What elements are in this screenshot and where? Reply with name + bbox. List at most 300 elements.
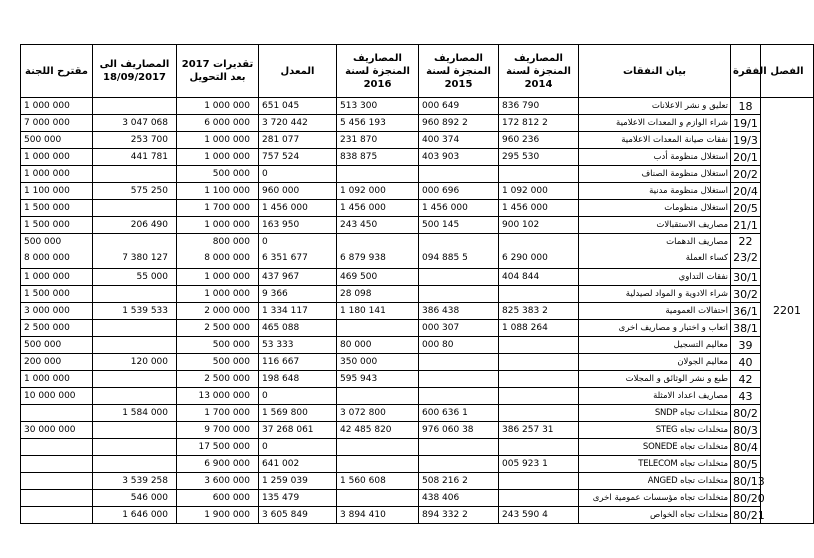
cell-estimates-2017-text: 6 900 000 [204, 458, 250, 469]
cell-description-text: نفقات صيانة المعدات الاعلامية [621, 134, 728, 145]
cell-description [579, 166, 731, 183]
cell-average-text: 1 456 000 [262, 202, 308, 213]
cell-description-text: مصاريف الاستقبالات [656, 219, 728, 230]
cell-estimates-2017 [177, 269, 259, 286]
cell-spent-to-date [93, 166, 177, 183]
cell-committee-text: 1 000 000 [24, 151, 70, 162]
cell-average-text: 651 045 [262, 100, 300, 111]
cell-spent-2016-text: 1 180 141 [340, 305, 386, 316]
cell-description-text: متخلدات تجاه ANGED [647, 475, 728, 486]
cell-paragraph-text: 80/4 [733, 440, 758, 454]
table-row [21, 439, 814, 456]
cell-paragraph-text: 42 [738, 372, 753, 386]
cell-description [579, 200, 731, 217]
cell-spent-2015 [419, 473, 499, 490]
cell-estimates-2017 [177, 439, 259, 456]
cell-committee [21, 286, 93, 303]
cell-spent-2015-text: 000 307 [422, 322, 460, 333]
cell-estimates-2017-text: 9 700 000 [204, 424, 250, 435]
cell-spent-2015 [419, 388, 499, 405]
cell-paragraph-text: 22 23/2 [733, 235, 758, 264]
cell-paragraph [731, 422, 761, 439]
cell-spent-2015 [419, 200, 499, 217]
cell-committee [21, 183, 93, 200]
cell-committee [21, 132, 93, 149]
cell-paragraph-text: 38/1 [733, 321, 758, 335]
cell-spent-to-date [93, 132, 177, 149]
header-committee: مقترح اللجنة [21, 45, 93, 98]
cell-paragraph [731, 303, 761, 320]
cell-average-text: 757 524 [262, 151, 300, 162]
cell-estimates-2017-text: 13 000 000 [198, 390, 250, 401]
cell-description [579, 388, 731, 405]
cell-spent-2016 [337, 149, 419, 166]
cell-average [259, 217, 337, 234]
table-row [21, 234, 814, 269]
cell-spent-2014-text: 243 590 4 [502, 509, 548, 520]
cell-description-text: استغلال منظومات [664, 202, 728, 213]
cell-paragraph-text: 21/1 [733, 218, 758, 232]
cell-average-text: 1 569 800 [262, 407, 308, 418]
cell-spent-2014 [499, 439, 579, 456]
cell-committee [21, 217, 93, 234]
cell-spent-2014-text: 6 290 000 [502, 253, 548, 263]
cell-description [579, 115, 731, 132]
cell-spent-2015 [419, 405, 499, 422]
cell-estimates-2017 [177, 303, 259, 320]
cell-average [259, 303, 337, 320]
cell-spent-2016-text: 1 092 000 [340, 185, 386, 196]
cell-description [579, 132, 731, 149]
cell-spent-2014 [499, 286, 579, 303]
cell-committee [21, 507, 93, 524]
cell-committee-text: 1 500 000 [24, 288, 70, 299]
cell-estimates-2017-text: 1 100 000 [204, 185, 250, 196]
cell-average [259, 490, 337, 507]
cell-average [259, 388, 337, 405]
cell-estimates-2017-text: 1 000 000 [204, 151, 250, 162]
cell-committee-text: 1 000 000 [24, 100, 70, 111]
cell-description [579, 286, 731, 303]
cell-paragraph [731, 388, 761, 405]
cell-spent-to-date [93, 337, 177, 354]
cell-spent-2016 [337, 166, 419, 183]
cell-average [259, 439, 337, 456]
cell-spent-2015 [419, 269, 499, 286]
cell-committee-text: 1 000 000 [24, 373, 70, 384]
cell-spent-2015-text: 600 636 1 [422, 407, 468, 418]
cell-committee-text: 2 500 000 [24, 322, 70, 333]
cell-description [579, 234, 731, 269]
cell-description [579, 422, 731, 439]
cell-average [259, 337, 337, 354]
cell-spent-2014 [499, 337, 579, 354]
header-chapter: الفصل [761, 45, 814, 98]
cell-spent-2015 [419, 320, 499, 337]
header-spent-2015: المصاريف المنجزة لسنة 2015 [419, 45, 499, 98]
table-row [21, 269, 814, 286]
cell-spent-2015 [419, 422, 499, 439]
cell-spent-to-date-text: 546 000 [130, 492, 168, 503]
cell-spent-to-date [93, 354, 177, 371]
cell-spent-2015 [419, 234, 499, 269]
cell-spent-2016 [337, 183, 419, 200]
cell-average-text: 641 002 [262, 458, 300, 469]
cell-spent-2015-text: 094 885 5 [422, 253, 468, 263]
cell-spent-2016-text: 595 943 [340, 373, 378, 384]
cell-committee-text: 1 500 000 [24, 219, 70, 230]
cell-committee [21, 98, 93, 115]
table-row [21, 166, 814, 183]
cell-spent-2014-text: 836 790 [502, 100, 540, 111]
cell-spent-2015-text: 976 060 38 [422, 424, 474, 435]
cell-spent-to-date [93, 507, 177, 524]
cell-estimates-2017 [177, 490, 259, 507]
table-body [21, 98, 814, 524]
cell-description [579, 269, 731, 286]
cell-spent-2014 [499, 388, 579, 405]
cell-spent-2014-text: 295 530 [502, 151, 540, 162]
cell-paragraph-text: 80/3 [733, 423, 758, 437]
cell-spent-2014-text: 386 257 31 [502, 424, 554, 435]
cell-spent-2016 [337, 422, 419, 439]
cell-paragraph [731, 371, 761, 388]
cell-description-text: تعليق و نشر الاعلانات [651, 100, 728, 111]
cell-estimates-2017-text: 3 600 000 [204, 475, 250, 486]
cell-spent-2014 [499, 507, 579, 524]
cell-paragraph-text: 30/2 [733, 287, 758, 301]
cell-average-text: 198 648 [262, 373, 300, 384]
cell-description [579, 149, 731, 166]
cell-description [579, 507, 731, 524]
cell-spent-to-date [93, 234, 177, 269]
cell-spent-to-date [93, 473, 177, 490]
cell-committee-text: 500 000 8 000 000 [24, 237, 70, 263]
cell-committee [21, 269, 93, 286]
cell-spent-2015 [419, 217, 499, 234]
cell-spent-to-date [93, 371, 177, 388]
cell-spent-2015 [419, 507, 499, 524]
cell-description-text: معاليم الجولان [677, 356, 728, 367]
cell-estimates-2017-text: 500 000 [212, 356, 250, 367]
cell-spent-2014 [499, 490, 579, 507]
cell-average-text: 437 967 [262, 271, 300, 282]
cell-spent-to-date [93, 439, 177, 456]
cell-estimates-2017 [177, 456, 259, 473]
cell-spent-2015 [419, 166, 499, 183]
cell-spent-2015 [419, 115, 499, 132]
cell-estimates-2017 [177, 354, 259, 371]
cell-average-text: 9 366 [262, 288, 288, 299]
cell-committee [21, 473, 93, 490]
cell-average-text: 0 [262, 168, 268, 179]
cell-spent-2014 [499, 456, 579, 473]
cell-estimates-2017-text: 500 000 [212, 339, 250, 350]
cell-committee [21, 388, 93, 405]
cell-estimates-2017 [177, 149, 259, 166]
cell-paragraph [731, 354, 761, 371]
cell-average-text: 163 950 [262, 219, 300, 230]
cell-spent-2016-text: 3 894 410 [340, 509, 386, 520]
cell-spent-2015 [419, 371, 499, 388]
cell-average [259, 371, 337, 388]
cell-spent-to-date-text: 120 000 [130, 356, 168, 367]
cell-description [579, 98, 731, 115]
cell-estimates-2017 [177, 115, 259, 132]
table-row [21, 405, 814, 422]
cell-spent-2015-text: 438 406 [422, 492, 460, 503]
cell-description [579, 354, 731, 371]
cell-spent-2015 [419, 456, 499, 473]
table-row [21, 337, 814, 354]
cell-average-text: 1 259 039 [262, 475, 308, 486]
cell-spent-2016-text: 5 456 193 [340, 117, 386, 128]
header-average: المعدل [259, 45, 337, 98]
cell-spent-to-date [93, 98, 177, 115]
cell-description-text: مصاريف اعداد الامثلة [653, 390, 728, 401]
cell-average-text: 960 000 [262, 185, 300, 196]
cell-average [259, 456, 337, 473]
cell-estimates-2017-text: 1 900 000 [204, 509, 250, 520]
table-row [21, 98, 814, 115]
table-row [21, 473, 814, 490]
table-row [21, 200, 814, 217]
cell-committee [21, 456, 93, 473]
cell-description-text: متخلدات تجاه SONEDE [642, 441, 728, 452]
cell-spent-2014 [499, 234, 579, 269]
cell-average-text: 465 088 [262, 322, 300, 333]
cell-committee [21, 354, 93, 371]
cell-spent-2016-text: 6 879 938 [340, 253, 386, 263]
cell-spent-2015-text: 000 649 [422, 100, 460, 111]
cell-estimates-2017-text: 17 500 000 [198, 441, 250, 452]
cell-spent-2015 [419, 354, 499, 371]
cell-spent-2016-text: 350 000 [340, 356, 378, 367]
cell-average-text: 37 268 061 [262, 424, 314, 435]
cell-spent-to-date-text: 1 646 000 [122, 509, 168, 520]
cell-average [259, 507, 337, 524]
cell-spent-to-date [93, 115, 177, 132]
table-row [21, 456, 814, 473]
table-row [21, 354, 814, 371]
cell-estimates-2017 [177, 388, 259, 405]
header-spent-to-date: المصاريف الى 18/09/2017 [93, 45, 177, 98]
cell-spent-2015-text: 1 456 000 [422, 202, 468, 213]
cell-spent-2016-text: 231 870 [340, 134, 378, 145]
cell-spent-2014 [499, 405, 579, 422]
cell-description [579, 439, 731, 456]
cell-spent-2016 [337, 337, 419, 354]
cell-paragraph-text: 20/2 [733, 167, 758, 181]
cell-spent-2015 [419, 132, 499, 149]
cell-spent-2015-text: 000 696 [422, 185, 460, 196]
cell-paragraph [731, 320, 761, 337]
cell-committee [21, 149, 93, 166]
cell-estimates-2017 [177, 286, 259, 303]
cell-committee [21, 405, 93, 422]
cell-committee-text: 1 500 000 [24, 202, 70, 213]
cell-spent-to-date-text: 441 781 [130, 151, 168, 162]
cell-spent-2016 [337, 456, 419, 473]
cell-spent-to-date [93, 422, 177, 439]
cell-spent-2015 [419, 149, 499, 166]
table-row [21, 183, 814, 200]
cell-average-text: 0 [262, 390, 268, 401]
cell-description-text: نفقات التداوي [678, 271, 728, 282]
cell-description [579, 405, 731, 422]
cell-description-text: احتفالات العمومية [665, 305, 728, 316]
cell-chapter [761, 98, 814, 524]
cell-average [259, 115, 337, 132]
cell-description [579, 456, 731, 473]
cell-estimates-2017 [177, 200, 259, 217]
cell-spent-2015-text: 500 145 [422, 219, 460, 230]
cell-spent-2015 [419, 337, 499, 354]
cell-average-text: 3 720 442 [262, 117, 308, 128]
cell-paragraph [731, 234, 761, 269]
cell-spent-to-date-text: 1 584 000 [122, 407, 168, 418]
cell-spent-2015 [419, 490, 499, 507]
cell-spent-2014-text: 1 456 000 [502, 202, 548, 213]
cell-spent-2015-text: 894 332 2 [422, 509, 468, 520]
cell-committee-text: 500 000 [24, 134, 62, 145]
cell-average [259, 149, 337, 166]
cell-committee [21, 422, 93, 439]
cell-average-text: 281 077 [262, 134, 300, 145]
cell-committee [21, 200, 93, 217]
table-row [21, 217, 814, 234]
cell-average-text: 53 333 [262, 339, 294, 350]
cell-paragraph [731, 490, 765, 507]
cell-spent-to-date-text: 253 700 [130, 134, 168, 145]
cell-average [259, 422, 337, 439]
cell-spent-2016-text: 28 098 [340, 288, 372, 299]
cell-committee-text: 500 000 [24, 339, 62, 350]
cell-spent-to-date [93, 200, 177, 217]
cell-spent-2015 [419, 439, 499, 456]
cell-spent-to-date [93, 149, 177, 166]
cell-spent-to-date [93, 183, 177, 200]
cell-spent-to-date-text: 1 539 533 [122, 305, 168, 316]
cell-description [579, 473, 731, 490]
cell-paragraph [731, 507, 765, 524]
cell-estimates-2017-text: 2 500 000 [204, 322, 250, 333]
cell-average [259, 320, 337, 337]
cell-spent-2014 [499, 269, 579, 286]
table-row [21, 388, 814, 405]
cell-committee-text: 1 000 000 [24, 271, 70, 282]
cell-spent-2016 [337, 507, 419, 524]
header-row [21, 45, 814, 98]
cell-committee [21, 234, 93, 269]
cell-estimates-2017 [177, 217, 259, 234]
cell-spent-2014-text: 825 383 2 [502, 305, 548, 316]
cell-spent-2014 [499, 132, 579, 149]
cell-paragraph-text: 40 [738, 355, 753, 369]
cell-spent-2016 [337, 320, 419, 337]
table-row [21, 507, 814, 524]
cell-description [579, 490, 731, 507]
cell-description [579, 320, 731, 337]
cell-spent-to-date [93, 405, 177, 422]
cell-estimates-2017 [177, 132, 259, 149]
cell-average [259, 234, 337, 269]
cell-description-text: متخلدات تجاه SNDP [654, 407, 728, 418]
cell-spent-2015-text: 386 438 [422, 305, 460, 316]
cell-spent-to-date-text: 55 000 [136, 271, 168, 282]
cell-description-text: شراء الوازم و المعدات الاعلامية [616, 117, 728, 128]
cell-paragraph [731, 456, 761, 473]
cell-spent-2015-text: 960 892 2 [422, 117, 468, 128]
cell-average [259, 473, 337, 490]
cell-spent-to-date-text: 206 490 [130, 219, 168, 230]
cell-estimates-2017-text: 1 000 000 [204, 219, 250, 230]
cell-paragraph [731, 149, 761, 166]
cell-spent-2016 [337, 234, 419, 269]
cell-spent-2015-text: 000 80 [422, 339, 454, 350]
cell-committee-text: 3 000 000 [24, 305, 70, 316]
cell-paragraph-text: 19/1 [733, 116, 758, 130]
cell-spent-2014-text: 404 844 [502, 271, 540, 282]
cell-committee-text: 7 000 000 [24, 117, 70, 128]
cell-estimates-2017-text: 1 700 000 [204, 407, 250, 418]
cell-spent-2014-text: 1 088 264 [502, 322, 548, 333]
cell-spent-2016-text: 3 072 800 [340, 407, 386, 418]
table-row [21, 286, 814, 303]
cell-spent-2014 [499, 149, 579, 166]
cell-description [579, 337, 731, 354]
cell-spent-2016 [337, 98, 419, 115]
cell-spent-2014 [499, 183, 579, 200]
cell-spent-2015-text: 403 903 [422, 151, 460, 162]
cell-spent-2015-text: 508 216 2 [422, 475, 468, 486]
cell-estimates-2017-text: 1 000 000 [204, 288, 250, 299]
cell-description-text: معاليم التسجيل [673, 339, 728, 350]
cell-spent-to-date [93, 303, 177, 320]
cell-estimates-2017-text: 500 000 [212, 168, 250, 179]
cell-description [579, 183, 731, 200]
cell-estimates-2017-text: 1 000 000 [204, 134, 250, 145]
cell-estimates-2017 [177, 507, 259, 524]
cell-paragraph-text: 43 [738, 389, 753, 403]
cell-spent-2016-text: 1 456 000 [340, 202, 386, 213]
table-row [21, 371, 814, 388]
cell-spent-2016-text: 80 000 [340, 339, 372, 350]
cell-estimates-2017 [177, 337, 259, 354]
cell-average [259, 200, 337, 217]
header-description: بيان النفقات [579, 45, 731, 98]
cell-estimates-2017-text: 6 000 000 [204, 117, 250, 128]
cell-estimates-2017-text: 1 000 000 [204, 271, 250, 282]
cell-estimates-2017 [177, 98, 259, 115]
cell-average [259, 132, 337, 149]
cell-spent-to-date [93, 286, 177, 303]
cell-paragraph-text: 36/1 [733, 304, 758, 318]
cell-spent-2016 [337, 354, 419, 371]
cell-estimates-2017 [177, 234, 259, 269]
cell-spent-2014-text: 960 236 [502, 134, 540, 145]
cell-estimates-2017 [177, 183, 259, 200]
cell-committee-text: 30 000 000 [24, 424, 76, 435]
cell-spent-2014 [499, 320, 579, 337]
cell-spent-to-date [93, 320, 177, 337]
cell-spent-to-date [93, 456, 177, 473]
header-estimates-2017: تقديرات 2017 بعد التحويل [177, 45, 259, 98]
cell-spent-2016 [337, 303, 419, 320]
cell-spent-to-date [93, 269, 177, 286]
table-row [21, 422, 814, 439]
cell-spent-2015-text: 400 374 [422, 134, 460, 145]
